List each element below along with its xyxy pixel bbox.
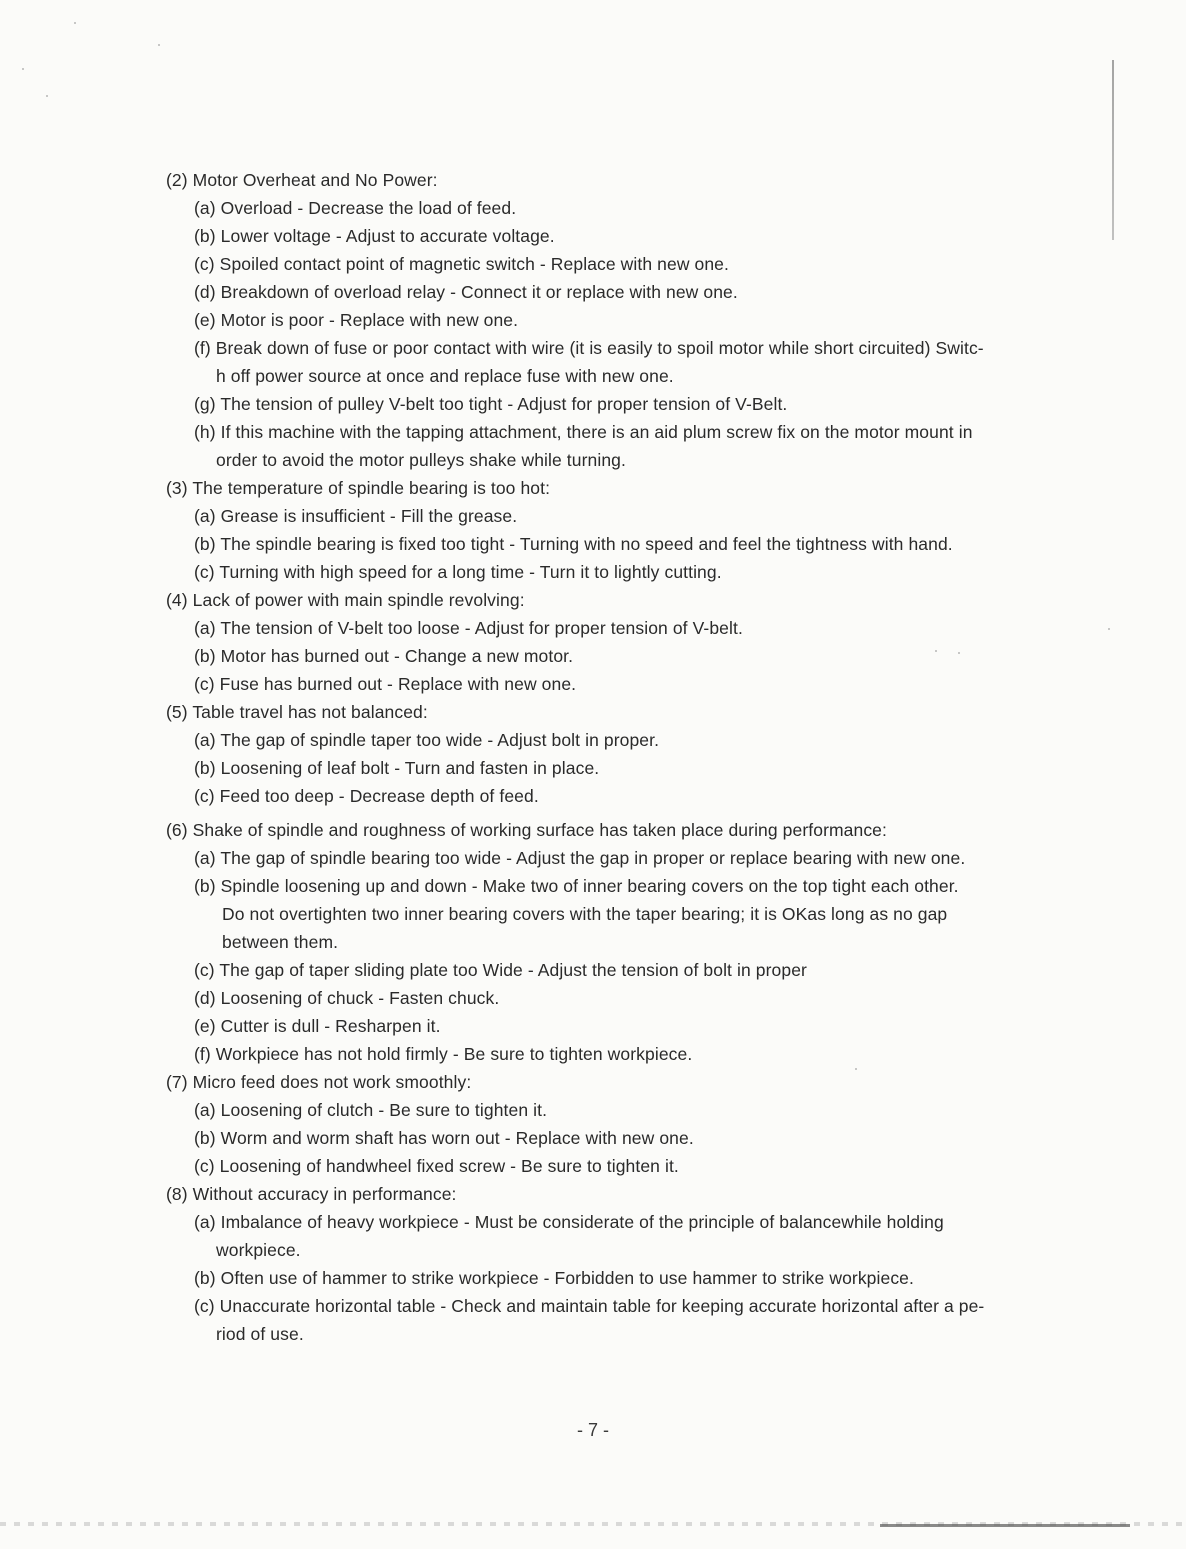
item-text: (a) Loosening of clutch - Be sure to tighten it. — [194, 1100, 548, 1120]
list-item — [166, 250, 1066, 278]
item-text: (a) The gap of spindle taper too wide - Adjust bolt in proper. — [194, 730, 660, 750]
list-item — [166, 1124, 1066, 1152]
list-item — [166, 1208, 1066, 1264]
section-title: (7) Micro feed does not work smoothly: — [166, 1072, 472, 1092]
item-text: (h) If this machine with the tapping attachment, there is an aid plum screw fix on the motor mount in — [194, 422, 973, 442]
section-table-travel — [166, 698, 1066, 810]
item-text: (b) Spindle loosening up and down - Make two of inner bearing covers on the top tight each other. — [194, 876, 959, 896]
list-item — [166, 194, 1066, 222]
item-text-continued: Do not overtighten two inner bearing covers with the taper bearing; it is OKas long as no gap — [222, 904, 948, 924]
item-text: (b) The spindle bearing is fixed too tight - Turning with no speed and feel the tightness with hand. — [194, 534, 953, 554]
item-text: (b) Motor has burned out - Change a new motor. — [194, 646, 574, 666]
list-item — [166, 782, 1066, 810]
item-text: (e) Cutter is dull - Resharpen it. — [194, 1016, 441, 1036]
item-text: (c) Feed too deep - Decrease depth of feed. — [194, 786, 539, 806]
item-text: (a) Imbalance of heavy workpiece - Must be considerate of the principle of balancewhile holding — [194, 1212, 944, 1232]
page-number: - 7 - — [576, 1420, 609, 1440]
item-text: (e) Motor is poor - Replace with new one. — [194, 310, 519, 330]
item-text: (b) Lower voltage - Adjust to accurate voltage. — [194, 226, 555, 246]
item-text: (a) Overload - Decrease the load of feed. — [194, 198, 517, 218]
item-text-continued: workpiece. — [216, 1240, 301, 1260]
section-lack-of-power — [166, 586, 1066, 698]
section-motor-overheat — [166, 166, 1066, 474]
list-item — [166, 558, 1066, 586]
list-item — [166, 1040, 1066, 1068]
item-text: (d) Breakdown of overload relay - Connect it or replace with new one. — [194, 282, 738, 302]
section-accuracy — [166, 1180, 1066, 1348]
list-item — [166, 278, 1066, 306]
item-text: (f) Break down of fuse or poor contact with wire (it is easily to spoil motor while short circuited) Switc- — [194, 338, 984, 358]
scan-edge-line — [880, 1524, 1130, 1527]
scan-speck — [158, 44, 160, 46]
list-item — [166, 390, 1066, 418]
scan-speck — [46, 95, 48, 97]
item-text: (c) Turning with high speed for a long time - Turn it to lightly cutting. — [194, 562, 722, 582]
item-text-continued: order to avoid the motor pulleys shake while turning. — [216, 450, 626, 470]
item-text: (a) Grease is insufficient - Fill the grease. — [194, 506, 518, 526]
scan-speck — [958, 652, 960, 654]
list-item — [166, 1292, 1066, 1348]
list-item — [166, 530, 1066, 558]
item-text: (g) The tension of pulley V-belt too tight - Adjust for proper tension of V-Belt. — [194, 394, 788, 414]
list-item — [166, 418, 1066, 474]
scan-speck — [855, 1068, 857, 1070]
troubleshooting-list — [166, 166, 1066, 1348]
section-spindle-shake — [166, 816, 1066, 1068]
section-title: (5) Table travel has not balanced: — [166, 702, 428, 722]
list-item — [166, 956, 1066, 984]
item-text-continued: h off power source at once and replace fuse with new one. — [216, 366, 674, 386]
item-text: (b) Worm and worm shaft has worn out - Replace with new one. — [194, 1128, 694, 1148]
scan-speck — [74, 22, 76, 24]
list-item — [166, 726, 1066, 754]
item-text: (c) The gap of taper sliding plate too Wide - Adjust the tension of bolt in proper — [194, 960, 807, 980]
list-item — [166, 984, 1066, 1012]
list-item — [166, 614, 1066, 642]
list-item — [166, 844, 1066, 872]
section-title: (3) The temperature of spindle bearing is too hot: — [166, 478, 551, 498]
item-text: (a) The gap of spindle bearing too wide - Adjust the gap in proper or replace bearing with new one. — [194, 848, 966, 868]
item-text: (c) Loosening of handwheel fixed screw - Be sure to tighten it. — [194, 1156, 679, 1176]
section-title: (4) Lack of power with main spindle revolving: — [166, 590, 525, 610]
section-title: (6) Shake of spindle and roughness of working surface has taken place during performance: — [166, 820, 887, 840]
list-item — [166, 872, 1066, 956]
item-text: (f) Workpiece has not hold firmly - Be sure to tighten workpiece. — [194, 1044, 693, 1064]
list-item — [166, 754, 1066, 782]
item-text: (a) The tension of V-belt too loose - Adjust for proper tension of V-belt. — [194, 618, 743, 638]
list-item — [166, 502, 1066, 530]
item-text: (c) Fuse has burned out - Replace with new one. — [194, 674, 577, 694]
item-text: (b) Often use of hammer to strike workpiece - Forbidden to use hammer to strike workpiece. — [194, 1268, 914, 1288]
list-item — [166, 334, 1066, 390]
section-micro-feed — [166, 1068, 1066, 1180]
scan-speck — [1108, 628, 1110, 630]
section-spindle-bearing-hot — [166, 474, 1066, 586]
list-item — [166, 642, 1066, 670]
scan-speck — [935, 650, 937, 652]
item-text: (b) Loosening of leaf bolt - Turn and fasten in place. — [194, 758, 600, 778]
list-item — [166, 1152, 1066, 1180]
item-text: (c) Unaccurate horizontal table - Check and maintain table for keeping accurate horizontal after a pe- — [194, 1296, 985, 1316]
list-item — [166, 222, 1066, 250]
list-item — [166, 1012, 1066, 1040]
list-item — [166, 1096, 1066, 1124]
section-title: (8) Without accuracy in performance: — [166, 1184, 457, 1204]
item-text: (c) Spoiled contact point of magnetic switch - Replace with new one. — [194, 254, 729, 274]
list-item — [166, 306, 1066, 334]
section-title: (2) Motor Overheat and No Power: — [166, 170, 438, 190]
item-text-continued: between them. — [222, 932, 339, 952]
list-item — [166, 670, 1066, 698]
item-text: (d) Loosening of chuck - Fasten chuck. — [194, 988, 500, 1008]
list-item — [166, 1264, 1066, 1292]
item-text-continued: riod of use. — [216, 1324, 304, 1344]
scan-speck — [22, 68, 24, 70]
scan-edge-line — [1112, 60, 1114, 240]
